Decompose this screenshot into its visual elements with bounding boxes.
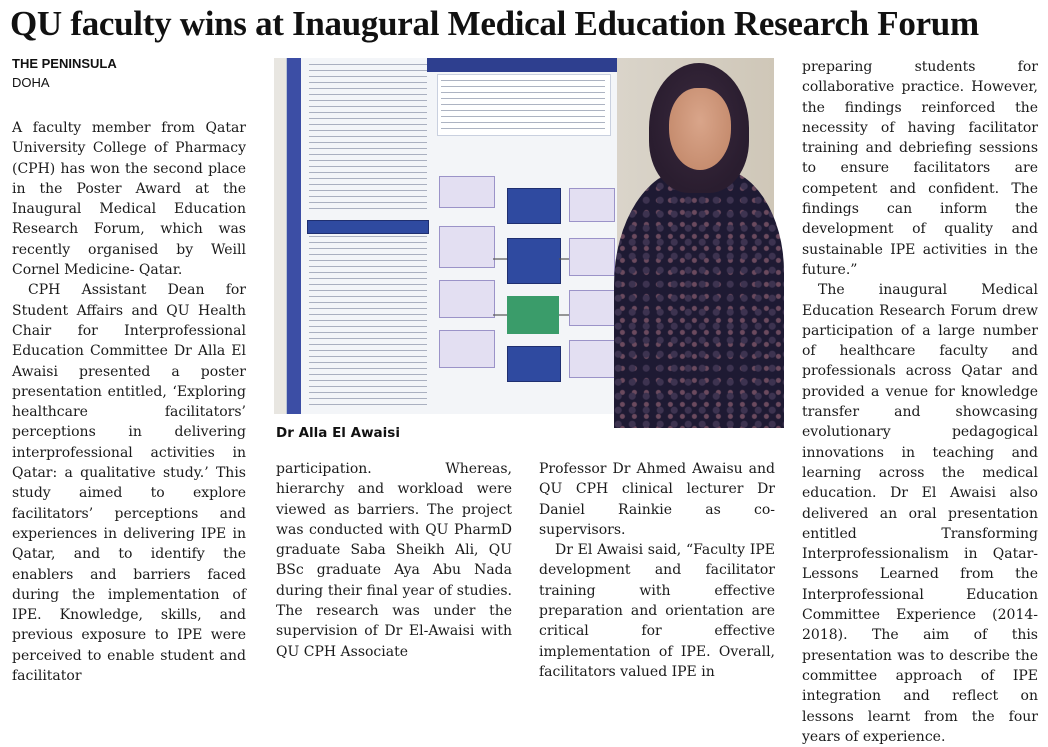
paragraph: Dr El Awaisi said, “Faculty IPE development and facilitator training with effective preparation and orientation are critical for effective implementation of IPE. Overall, facilitators valued IPE in [539,542,775,680]
paragraph: CPH Assistant Dean for Student Affairs and QU Health Chair for Interprofessional Education Committee Dr Alla El Awaisi presented a poster presentation entitled, ‘Exploring healthcare facilitators’ perceptions in delivering interprofessional activities in Qatar: a qualitative study.’ This study aimed to explore facilitators’ perceptions and experiences in delivering IPE in Qatar, and to identify the enablers and barriers faced during the implementation of IPE. Knowledge, skills, and previous exposure to IPE were perceived to enable student and facilitator [12,282,246,685]
article-column-2 [276,459,512,660]
photo-caption: Dr Alla El Awaisi [276,425,400,441]
article-column-1 [12,118,246,685]
article-column-3 [539,459,775,680]
paragraph: The inaugural Medical Education Research Forum drew participation of a large number of healthcare faculty and professionals across Qatar and provided a venue for knowledge transfer and showcasing evolutionary pedagogical innovations in teaching and learning across the medical education. Dr El Awaisi also delivered an oral presentation entitled Transforming Interprofessionalism in Qatar- Lessons Learned from the Interprofessional Education Committee Experience (2014-2018). The aim of this presentation was to describe the committee approach of IPE integration and reflect on lessons learnt from the four years of experience. [802,282,1038,745]
source-name: THE PENINSULA [12,56,117,71]
paragraph: participation. Whereas, hierarchy and workload were viewed as barriers. The project was conducted with QU PharmD graduate Saba Sheikh Ali, QU BSc graduate Aya Abu Nada during their final year of studies. The research was under the supervision of Dr El-Awaisi with QU CPH Associate [276,461,512,660]
article-column-4 [802,57,1038,745]
research-poster [286,58,617,414]
paragraph: A faculty member from Qatar University College of Pharmacy (CPH) has won the second place in the Poster Award at the Inaugural Medical Education Research Forum, which was recently organised by Weill Cornel Medicine- Qatar. [12,120,246,279]
paragraph: Professor Dr Ahmed Awaisu and QU CPH clinical lecturer Dr Daniel Rainkie as co-supervisors. [539,461,775,538]
person-face [669,88,731,170]
headline: QU faculty wins at Inaugural Medical Education Research Forum [10,4,979,43]
person-body [614,168,784,428]
article-photo [274,58,774,414]
dateline: DOHA [12,75,50,90]
paragraph: preparing students for collaborative practice. However, the findings reinforced the necessity of having facilitator training and debriefing sessions to ensure facilitators are competent and confident. The findings can inform the development of quality and sustainable IPE activities in the future.” [802,59,1038,278]
